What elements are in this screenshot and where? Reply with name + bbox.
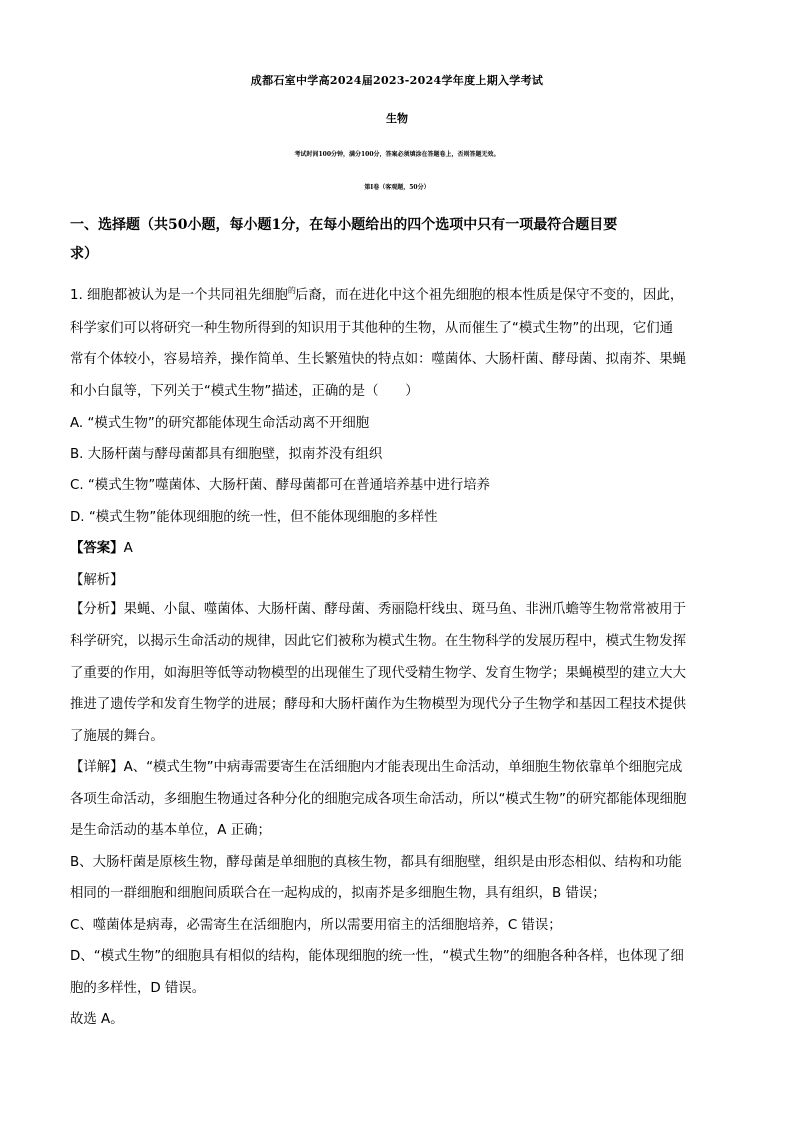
option-b: B. 大肠杆菌与酵母菌都具有细胞壁，拟南芥没有组织 <box>70 447 383 462</box>
analysis-label: 【解析】 <box>70 573 124 588</box>
xiangjie-line: C、噬菌体是病毒，必需寄生在活细胞内，所以需要用宿主的活细胞培养，C 错误； <box>70 918 562 933</box>
exam-instructions: 考试时间100分钟，满分100分，答案必须填涂在答题卷上，否则答题无效。 <box>294 151 500 158</box>
xiangjie-line: 各项生命活动，多细胞生物通过各种分化的细胞完成各项生命活动，所以“模式生物”的研究都能体现细胞 <box>70 792 687 807</box>
answer-value: A <box>123 541 133 556</box>
stem-superscript: 的 <box>287 286 295 295</box>
xiangjie-line: 胞的多样性，D 错误。 <box>70 981 206 996</box>
xiangjie-line: 相同的一群细胞和细胞间质联合在一起构成的，拟南芥是多细胞生物，具有组织，B 错误； <box>70 886 606 901</box>
xiangjie-text: A、“模式生物”中病毒需要寄生在活细胞内才能表现出生命活动，单细胞生物依靠单个细胞完成 <box>123 760 683 775</box>
fenxi-line <box>70 598 730 617</box>
question-stem-line4: 和小白鼠等，下列关于“模式生物”描述，正确的是（ ） <box>70 384 419 399</box>
fenxi-line: 推进了遗传学和发育生物学的进展；酵母和大肠杆菌作为生物模型为现代分子生物学和基因工程技术提供 <box>70 697 686 712</box>
option-c: C. “模式生物”噬菌体、大肠杆菌、酵母菌都可在普通培养基中进行培养 <box>70 478 491 493</box>
fenxi-line: 科学研究，以揭示生命活动的规律，因此它们被称为模式生物。在生物科学的发展历程中，模式生物发挥 <box>70 634 686 649</box>
final-answer: 故选 A。 <box>70 1012 124 1027</box>
answer-line <box>70 537 730 556</box>
stem-text: 1. 细胞都被认为是一个共同祖先细胞 <box>70 288 288 303</box>
subject-title: 生物 <box>386 112 408 125</box>
xiangjie-line: D、“模式生物”的细胞具有相似的结构，能体现细胞的统一性，“模式生物”的细胞各种各样，也体现了细 <box>70 949 684 964</box>
fenxi-line: 了施展的舞台。 <box>70 729 164 744</box>
section-heading-line2: 求） <box>70 246 98 262</box>
section-heading-line1: 一、选择题（共50小题，每小题1分，在每小题给出的四个选项中只有一项最符合题目要 <box>70 217 618 233</box>
question-stem-line1 <box>70 284 730 303</box>
option-a: A. “模式生物”的研究都能体现生命活动离不开细胞 <box>70 416 370 431</box>
question-stem-line3: 常有个体较小，容易培养，操作简单、生长繁殖快的特点如：噬菌体、大肠杆菌、酵母菌、拟南芥、果蝇 <box>70 352 686 367</box>
exam-title: 成都石室中学高2024届2023-2024学年度上期入学考试 <box>250 74 544 87</box>
question-stem-line2: 科学家们可以将研究一种生物所得到的知识用于其他种的生物，从而催生了“模式生物”的出现，它们通 <box>70 321 674 336</box>
xiangjie-label: 【详解】 <box>70 760 124 775</box>
fenxi-label: 【分析】 <box>70 602 124 617</box>
stem-text: 后裔，而在进化中这个祖先细胞的根本性质是保守不变的，因此， <box>294 288 684 303</box>
xiangjie-line: 是生命活动的基本单位，A 正确； <box>70 823 271 838</box>
xiangjie-line: B、大肠杆菌是原核生物，酵母菌是单细胞的真核生物，都具有细胞壁，组织是由形态相似、结构和功能 <box>70 855 682 870</box>
xiangjie-line <box>70 756 730 775</box>
fenxi-line: 了重要的作用，如海胆等低等动物模型的出现催生了现代受精生物学、发育生物学；果蝇模型的建立大大 <box>70 666 686 681</box>
fenxi-text: 果蝇、小鼠、噬菌体、大肠杆菌、酵母菌、秀丽隐杆线虫、斑马鱼、非洲爪蟾等生物常常被用于 <box>123 602 686 617</box>
answer-label: 【答案】 <box>70 541 124 556</box>
volume-heading: 第Ⅰ卷（客观题，50分） <box>364 184 430 191</box>
option-d: D. “模式生物”能体现细胞的统一性，但不能体现细胞的多样性 <box>70 510 438 525</box>
